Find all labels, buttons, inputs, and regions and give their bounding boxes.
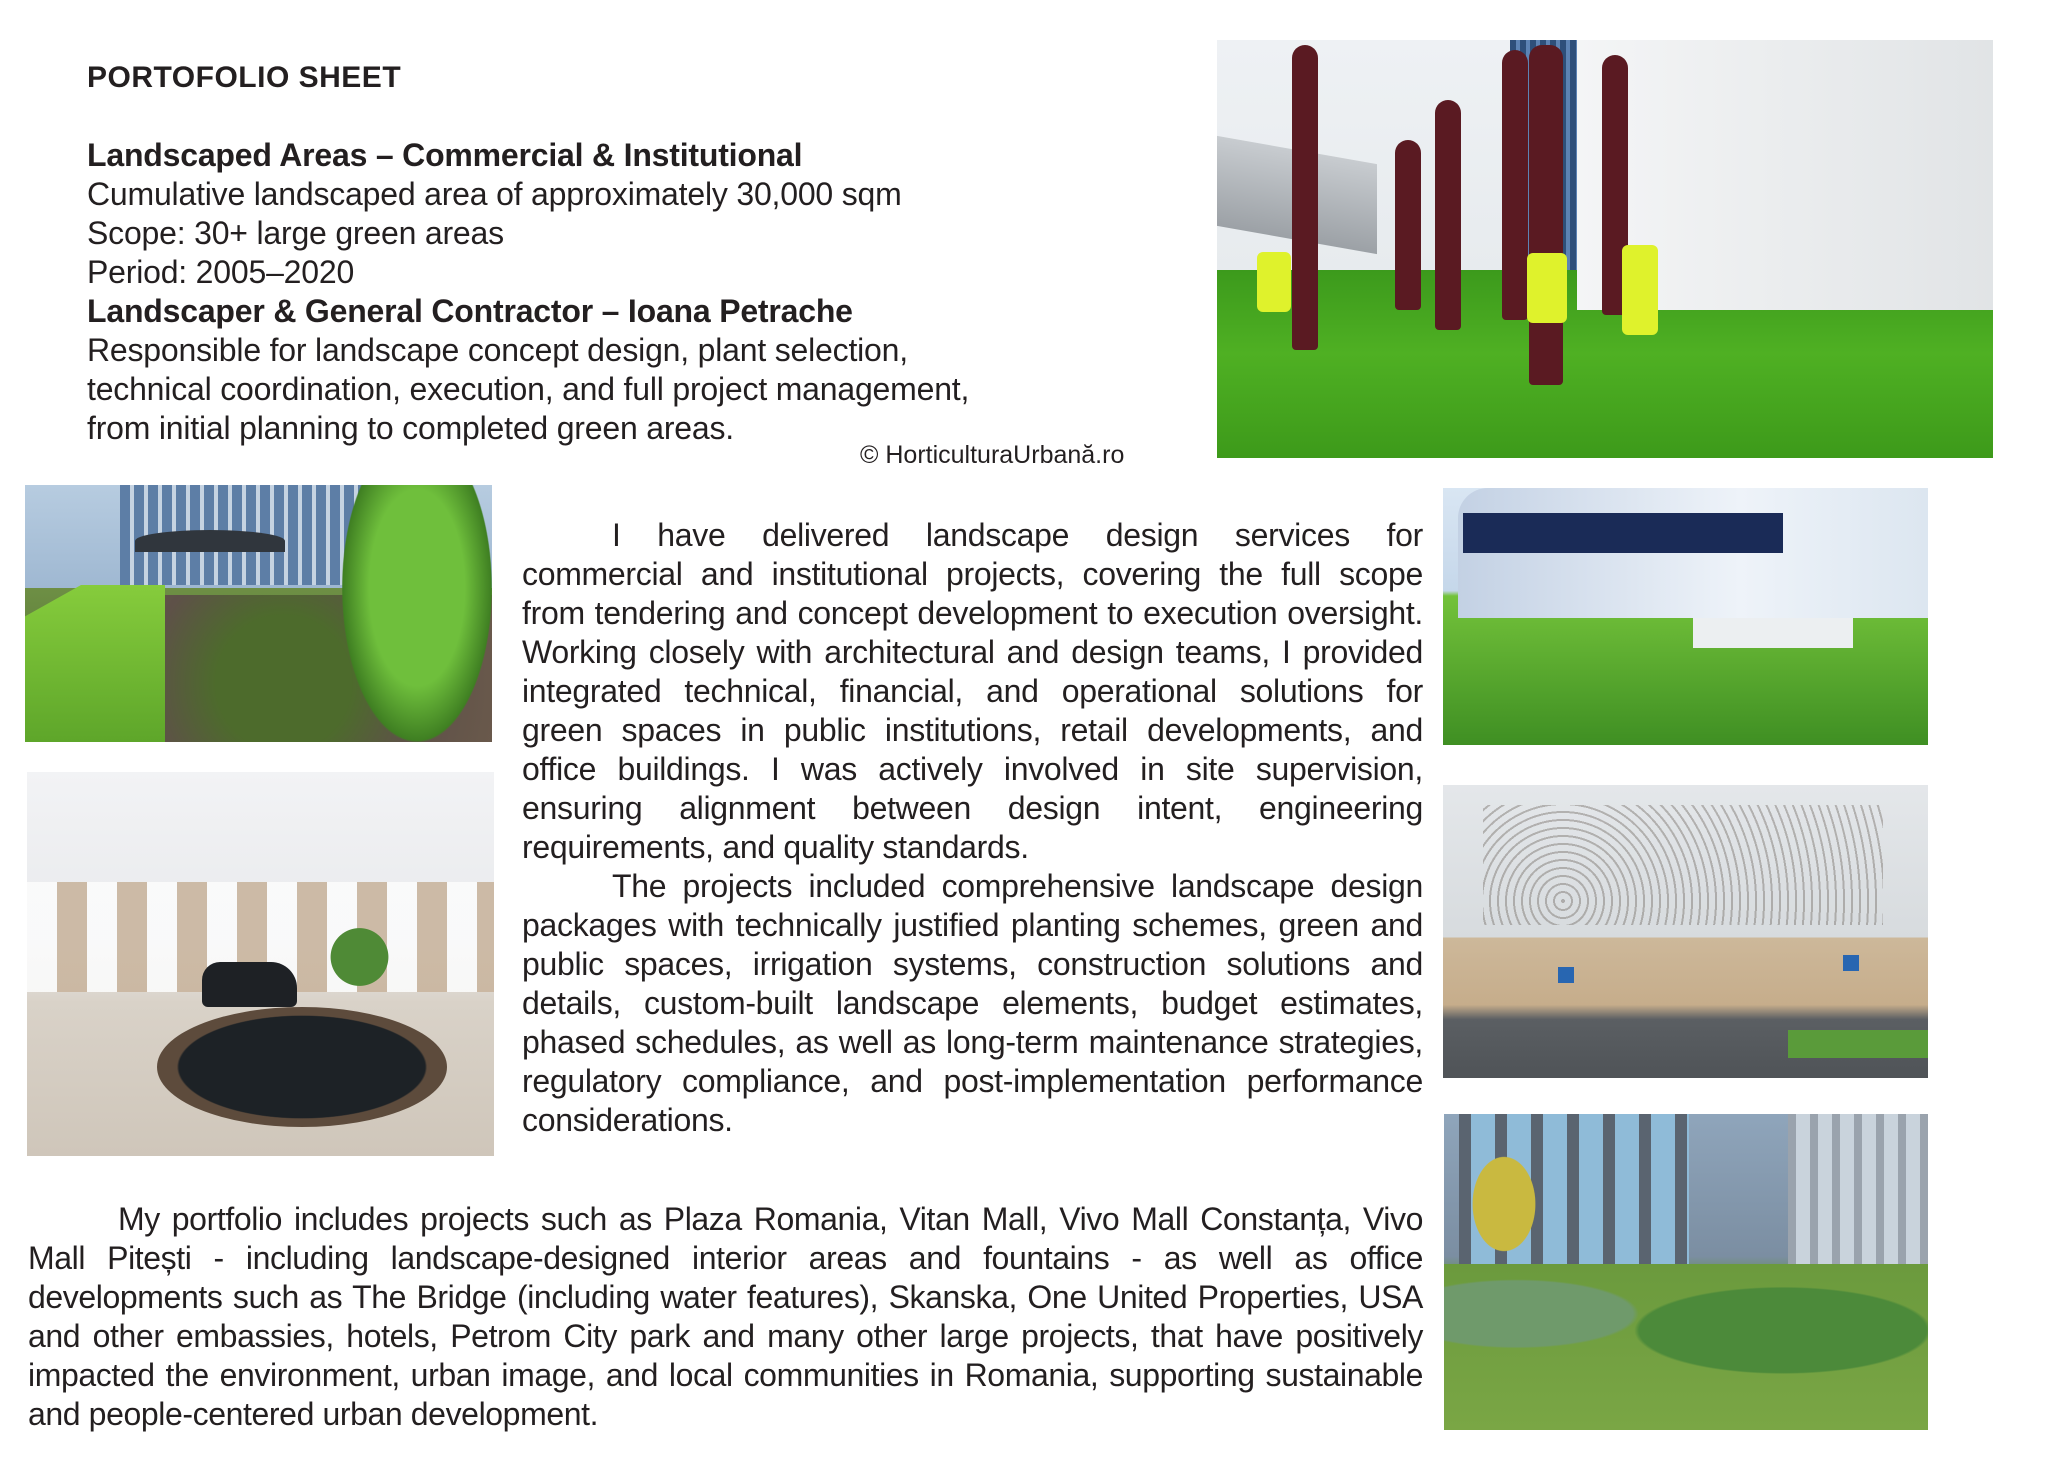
body-paragraph: I have delivered landscape design services for commercial and institutional projects, covering the full scope from tendering and concept development to execution oversight. Working closely with architectural and design teams, I provided integrated technical, financial, and operational solutions for green spaces in public institutions, retail developments, and office buildings. I was actively involved in site supervision, ensuring alignment between design intent, engineering requirements, and quality standards. [522, 517, 1423, 865]
lawn-shape [25, 585, 165, 742]
tree-shape [342, 485, 492, 742]
red-tree-shape [1502, 50, 1528, 320]
photo-tree-planting [1217, 40, 1993, 458]
worker-shape [1622, 245, 1658, 335]
copyright-notice: © HorticulturaUrbană.ro [860, 441, 1125, 469]
red-tree-shape [1529, 45, 1563, 385]
red-tree-shape [1435, 100, 1461, 330]
intro-block [87, 136, 1187, 448]
responsibility-line: from initial planning to completed green areas. [87, 410, 734, 446]
grass-verge-shape [1788, 1030, 1928, 1058]
worker-shape [1527, 253, 1567, 323]
section-heading: Landscaped Areas – Commercial & Institutional [87, 137, 803, 173]
pergola-shape [135, 530, 285, 552]
portfolio-paragraph: My portfolio includes projects such as Plaza Romania, Vitan Mall, Vivo Mall Constanța, Vivo Mall Pitești - including landscape-designed interior areas and fountains - as well as office developments such as The Bridge (including water features), Skanska, One United Properties, USA and other embassies, hotels, Petrom City park and many other large projects, that have positively impacted the environment, urban image, and local communities in Romania, supporting sustainable and people-centered urban development. [28, 1201, 1423, 1432]
responsibility-line: technical coordination, execution, and full project management, [87, 371, 970, 407]
facade-shape [1458, 488, 1928, 618]
role-heading: Landscaper & General Contractor – Ioana Petrache [87, 293, 853, 329]
photo-mall-fountain [27, 772, 494, 1156]
photo-mall-exterior [1443, 488, 1928, 745]
crosswalk-sign-icon [1843, 955, 1859, 971]
period-line: Period: 2005–2020 [87, 254, 355, 290]
photo-residential-garden [25, 485, 492, 742]
body-text-column [522, 516, 1423, 1140]
shrub-lawn-shape [1444, 1264, 1928, 1430]
portfolio-paragraph-block [28, 1200, 1423, 1434]
scope-line: Scope: 30+ large green areas [87, 215, 504, 251]
area-line: Cumulative landscaped area of approximately 30,000 sqm [87, 176, 902, 212]
photo-embassy-street [1443, 785, 1928, 1078]
photo-office-courtyard [1444, 1114, 1928, 1430]
bare-trees-shape [1483, 805, 1883, 925]
planter-shape [1693, 618, 1853, 648]
autumn-tree-shape [1464, 1144, 1544, 1264]
red-tree-shape [1292, 45, 1318, 350]
page-title: PORTOFOLIO SHEET [87, 61, 402, 94]
worker-shape [1257, 252, 1291, 312]
responsibility-line: Responsible for landscape concept design, plant selection, [87, 332, 908, 368]
signage-band-shape [1463, 513, 1783, 553]
body-paragraph: The projects included comprehensive landscape design packages with technically justified planting schemes, green and public spaces, irrigation systems, construction solutions and details, custom-built landscape elements, budget estimates, phased schedules, as well as long-term maintenance strategies, regulatory compliance, and post-implementation performance considerations. [522, 868, 1423, 1138]
red-tree-shape [1395, 140, 1421, 310]
planter-bush-shape [327, 922, 392, 992]
car-shape [202, 962, 297, 1007]
crosswalk-sign-icon [1558, 967, 1574, 983]
fountain-shape [157, 1007, 447, 1127]
office-building-shape [1788, 1114, 1928, 1264]
